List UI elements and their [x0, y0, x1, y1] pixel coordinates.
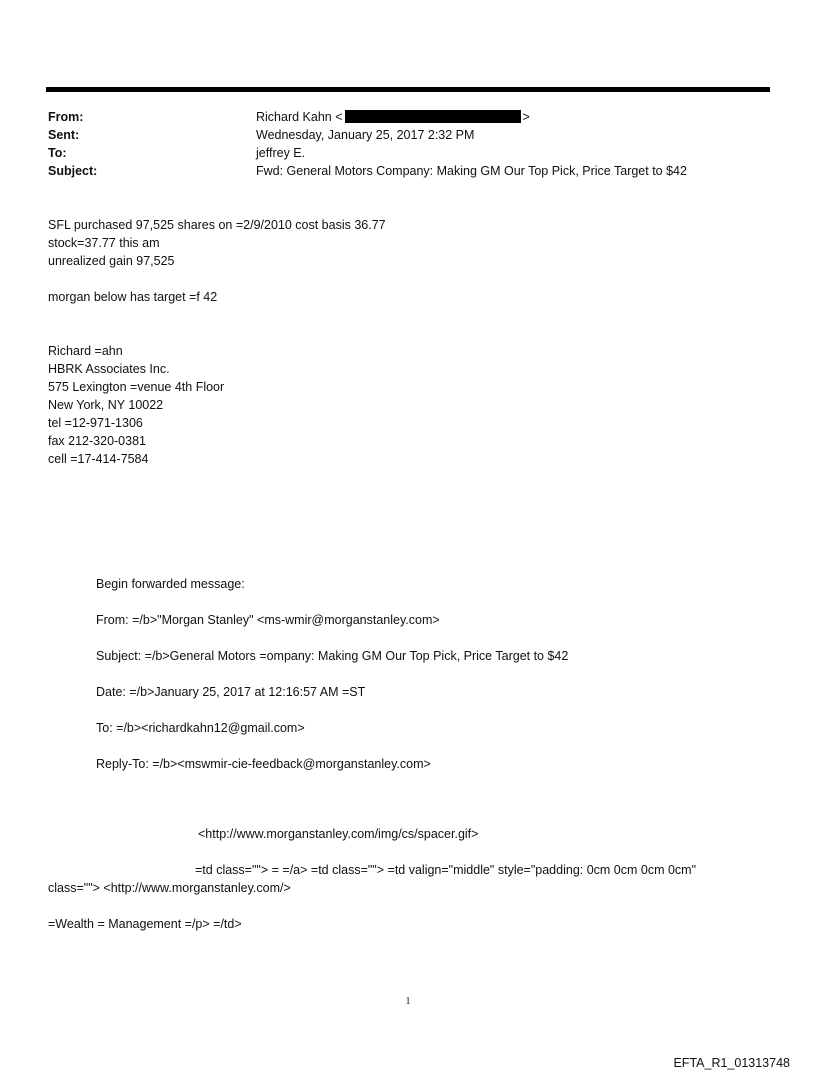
from-tail: >	[522, 110, 530, 124]
forwarded-reply-to: Reply-To: =/b><mswmir-cie-feedback@morganstanley.com>	[96, 757, 431, 771]
body-morgan-line: morgan below has target =f 42	[48, 290, 218, 304]
signature-line: New York, NY 10022	[48, 398, 164, 412]
body-line: unrealized gain 97,525	[48, 254, 175, 268]
subject-value: Fwd: General Motors Company: Making GM Our Top Pick, Price Target to $42	[256, 164, 687, 178]
header-rule	[46, 87, 770, 92]
signature-line: Richard =ahn	[48, 344, 123, 358]
sent-value: Wednesday, January 25, 2017 2:32 PM	[256, 128, 475, 142]
to-label: To:	[48, 146, 67, 160]
body-line: SFL purchased 97,525 shares on =2/9/2010 cost basis 36.77	[48, 218, 386, 232]
from-value	[256, 108, 530, 126]
wealth-management-line: =Wealth = Management =/p> =/td>	[48, 917, 242, 931]
page-number: 1	[405, 996, 411, 1007]
signature-line: tel =12-971-1306	[48, 416, 143, 430]
subject-label: Subject:	[48, 164, 98, 178]
forwarded-to: To: =/b><richardkahn12@gmail.com>	[96, 721, 305, 735]
forwarded-subject: Subject: =/b>General Motors =ompany: Making GM Our Top Pick, Price Target to $42	[96, 649, 569, 663]
forwarded-date: Date: =/b>January 25, 2017 at 12:16:57 AM =ST	[96, 685, 366, 699]
residue-line: class=""> <http://www.morganstanley.com/>	[48, 881, 291, 895]
forwarded-intro: Begin forwarded message:	[96, 577, 245, 591]
signature-line: fax 212-320-0381	[48, 434, 146, 448]
body-line: stock=37.77 this am	[48, 236, 160, 250]
redaction-bar	[345, 110, 521, 123]
spacer-link: <http://www.morganstanley.com/img/cs/spacer.gif>	[198, 827, 479, 841]
signature-line: HBRK Associates Inc.	[48, 362, 170, 376]
bates-number: EFTA_R1_01313748	[673, 1056, 790, 1070]
forwarded-from: From: =/b>"Morgan Stanley" <ms-wmir@morganstanley.com>	[96, 613, 440, 627]
from-name: Richard Kahn <	[256, 110, 343, 124]
signature-line: cell =17-414-7584	[48, 452, 149, 466]
signature-line: 575 Lexington =venue 4th Floor	[48, 380, 225, 394]
to-value: jeffrey E.	[256, 146, 306, 160]
from-label: From:	[48, 110, 84, 124]
sent-label: Sent:	[48, 128, 80, 142]
residue-line: =td class=""> = =/a> =td class=""> =td valign="middle" style="padding: 0cm 0cm 0cm 0cm"	[195, 863, 697, 877]
